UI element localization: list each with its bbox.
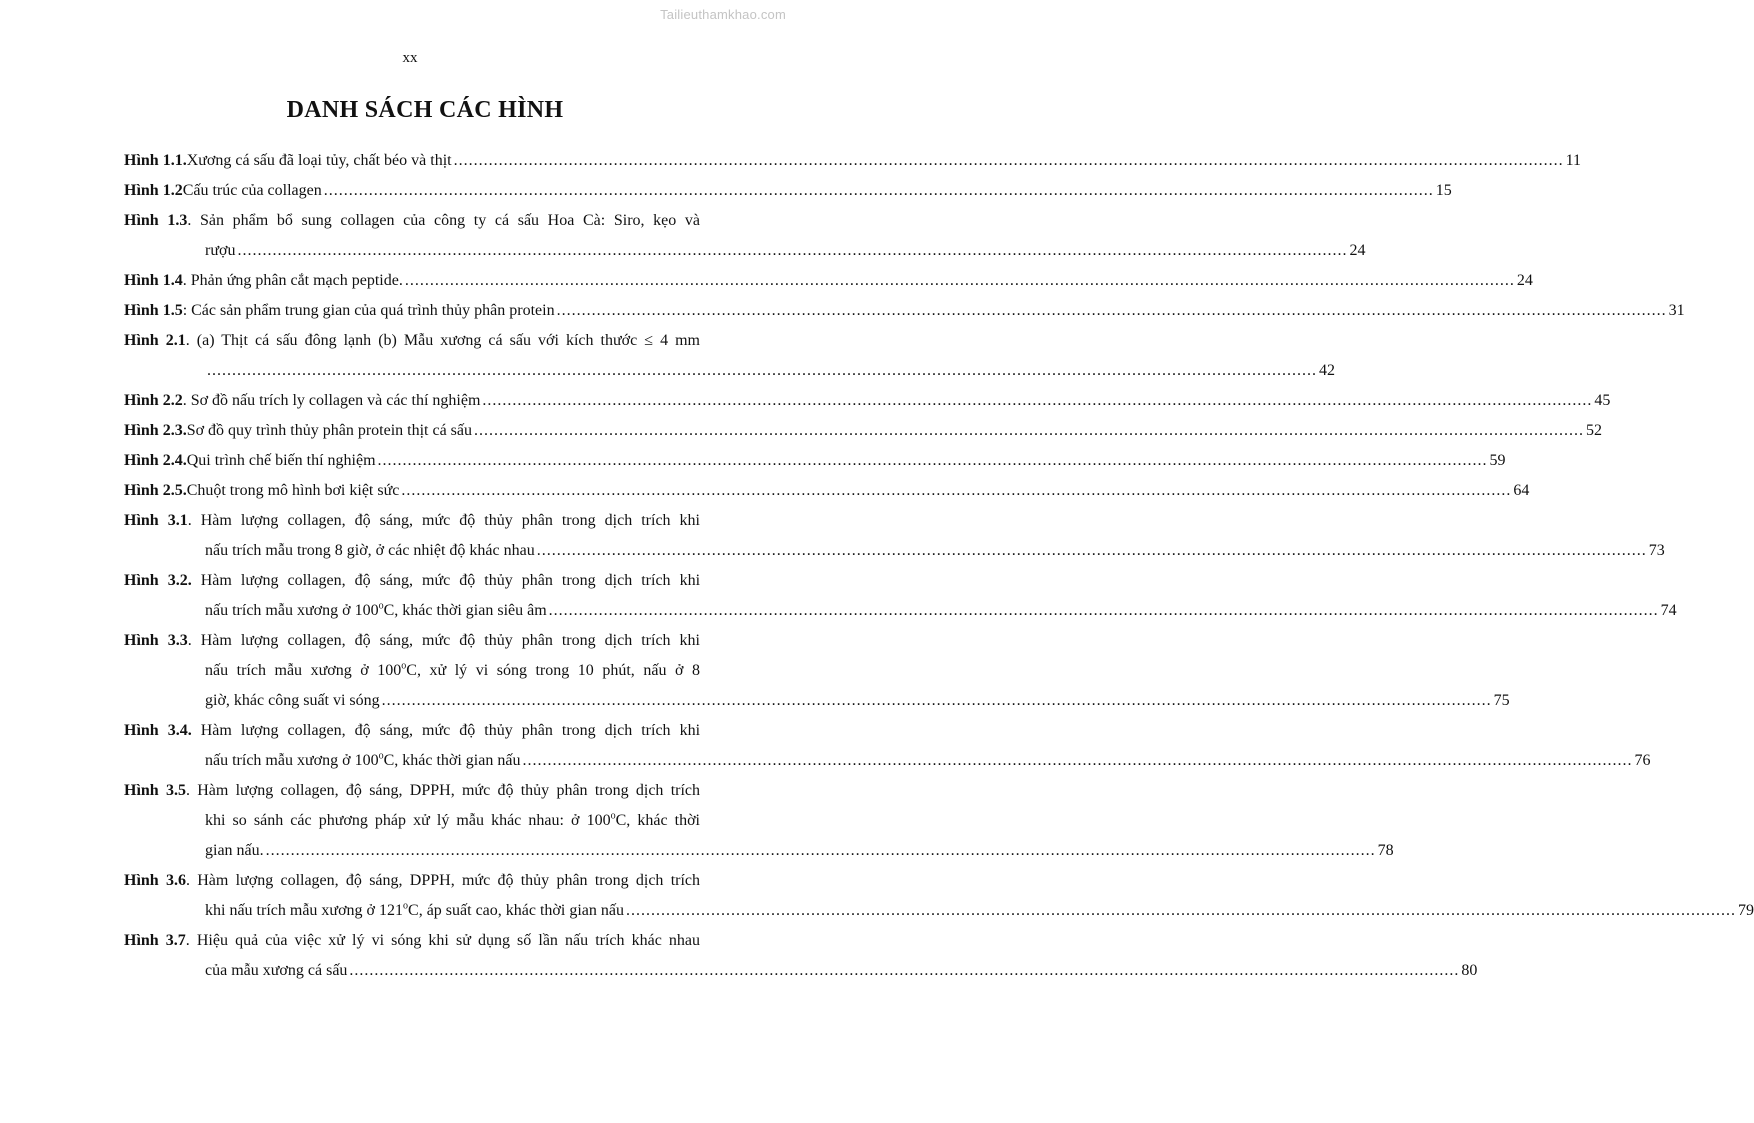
figure-entry-line (124, 506, 700, 536)
figure-entry (124, 476, 1530, 506)
figure-entry-line (124, 176, 1452, 206)
figure-caption: khi so sánh các phương pháp xử lý mẫu khác nhau: ở 100$^o$C, khác thời (205, 810, 700, 829)
figure-label: Hình 3.4. (124, 722, 192, 739)
page-ref: 11 (1565, 152, 1581, 169)
page-ref: 75 (1493, 692, 1510, 709)
figure-entry (124, 386, 1611, 416)
figure-caption: Qui trình chế biến thí nghiệm (186, 452, 376, 469)
page-ref: 73 (1648, 542, 1665, 559)
dot-leader (207, 356, 1317, 386)
figure-caption: rượu (205, 242, 236, 259)
figure-entry (124, 266, 1533, 296)
figure-caption: nấu trích mẫu xương ở 100$^o$C, khác thời gian siêu âm (205, 600, 547, 619)
figure-entry-line (124, 776, 700, 806)
figure-entry-line (124, 716, 700, 746)
figure-entry (124, 206, 1366, 266)
page-ref: 74 (1660, 602, 1677, 619)
figure-caption: nấu trích mẫu trong 8 giờ, ở các nhiệt độ khác nhau (205, 542, 535, 559)
dot-leader (382, 686, 1492, 716)
figure-entry-line (124, 146, 1581, 176)
figure-caption: nấu trích mẫu xương ở 100$^o$C, khác thời gian nấu (205, 750, 521, 769)
figure-entry-line (124, 266, 1533, 296)
page-ref: 59 (1489, 452, 1506, 469)
figure-entry-line (124, 806, 700, 836)
figure-entry-line (124, 536, 1665, 566)
page-ref: 64 (1513, 482, 1530, 499)
dot-leader (266, 836, 1376, 866)
figure-label: Hình 1.4 (124, 272, 183, 289)
figure-caption: . Hiệu quả của việc xử lý vi sóng khi sử dụng số lần nấu trích khác nhau (185, 932, 701, 949)
figure-entry (124, 566, 1677, 626)
figure-entry-line (124, 626, 700, 656)
figure-caption: . Phản ứng phân cắt mạch peptide. (182, 272, 403, 289)
page-ref: 31 (1668, 302, 1685, 319)
dot-leader (349, 956, 1459, 986)
figure-entry (124, 146, 1581, 176)
figure-entry-line (124, 866, 700, 896)
watermark: Tailieuthamkhao.com (660, 7, 786, 22)
dot-leader (454, 146, 1564, 176)
figure-caption: Chuột trong mô hình bơi kiệt sức (186, 482, 400, 499)
dot-leader (549, 596, 1659, 626)
figure-caption: giờ, khác công suất vi sóng (205, 692, 380, 709)
figure-entry (124, 716, 1651, 776)
figure-caption: . Hàm lượng collagen, độ sáng, DPPH, mức độ thủy phân trong dịch trích (185, 782, 701, 799)
figure-caption: gian nấu. (205, 842, 264, 859)
figure-entry-line (124, 236, 1366, 266)
dot-leader (401, 476, 1511, 506)
figure-label: Hình 3.5 (124, 782, 186, 799)
figure-entry (124, 296, 1685, 326)
figure-entry-line (124, 896, 1754, 926)
page-ref: 78 (1377, 842, 1394, 859)
figure-entry (124, 446, 1506, 476)
figure-entry (124, 626, 1510, 716)
dot-leader (557, 296, 1667, 326)
figure-caption: . Hàm lượng collagen, độ sáng, mức độ thủy phân trong dịch trích khi (187, 512, 701, 529)
figure-label: Hình 3.1 (124, 512, 188, 529)
figure-label: Hình 1.2 (124, 182, 183, 199)
figure-label: Hình 1.1. (124, 152, 187, 169)
figure-label: Hình 1.5 (124, 302, 183, 319)
figure-caption: . Sản phẩm bổ sung collagen của công ty cá sấu Hoa Cà: Siro, kẹo và (187, 212, 701, 229)
figure-entry-line (124, 926, 700, 956)
dot-leader (324, 176, 1434, 206)
figure-caption: nấu trích mẫu xương ở 100$^o$C, xử lý vi sóng trong 10 phút, nấu ở 8 (205, 660, 700, 679)
dot-leader (405, 266, 1515, 296)
figure-entry (124, 776, 1394, 866)
dot-leader (522, 746, 1632, 776)
figure-entry (124, 506, 1665, 566)
page-ref: 24 (1349, 242, 1366, 259)
page-ref: 80 (1461, 962, 1478, 979)
figure-label: Hình 2.5. (124, 482, 187, 499)
figure-entry (124, 326, 1335, 386)
figure-caption: Cấu trúc của collagen (182, 182, 322, 199)
dot-leader (378, 446, 1488, 476)
figure-label: Hình 2.1 (124, 332, 186, 349)
figure-entry-line (124, 326, 700, 356)
figure-label: Hình 3.3 (124, 632, 188, 649)
figure-caption: Hàm lượng collagen, độ sáng, mức độ thủy phân trong dịch trích khi (200, 572, 701, 589)
figure-entry-line (124, 836, 1394, 866)
figure-entry-line (124, 566, 700, 596)
figure-caption: Hàm lượng collagen, độ sáng, mức độ thủy phân trong dịch trích khi (200, 722, 701, 739)
page-ref: 24 (1516, 272, 1533, 289)
figure-entry-line (124, 956, 1478, 986)
figure-entry (124, 866, 1754, 926)
figure-entry-line (124, 296, 1685, 326)
figure-entry-line (124, 446, 1506, 476)
figure-entry-line (124, 746, 1651, 776)
page-ref: 42 (1319, 362, 1335, 379)
figure-entry (124, 926, 1478, 986)
figure-label: Hình 3.7 (124, 932, 186, 949)
dot-leader (482, 386, 1592, 416)
page-ref: 52 (1586, 422, 1602, 439)
figure-caption: . Hàm lượng collagen, độ sáng, DPPH, mức độ thủy phân trong dịch trích (185, 872, 701, 889)
dot-leader (626, 896, 1736, 926)
figure-entry (124, 416, 1602, 446)
page-ref: 76 (1634, 752, 1651, 769)
figure-caption: khi nấu trích mẫu xương ở 121$^o$C, áp suất cao, khác thời gian nấu (205, 900, 624, 919)
figure-entry (124, 176, 1452, 206)
figure-label: Hình 3.2. (124, 572, 192, 589)
page-ref: 45 (1594, 392, 1611, 409)
dot-leader (474, 416, 1584, 446)
figure-list (124, 146, 1754, 986)
figure-entry-line (124, 596, 1677, 626)
figure-label: Hình 2.3. (124, 422, 187, 439)
figure-caption: . Sơ đồ nấu trích ly collagen và các thí nghiệm (182, 392, 481, 409)
figure-label: Hình 2.2 (124, 392, 183, 409)
figure-label: Hình 1.3 (124, 212, 188, 229)
figure-caption: của mẫu xương cá sấu (205, 962, 348, 979)
figure-caption: Sơ đồ quy trình thủy phân protein thịt cá sấu (186, 422, 472, 439)
figure-entry-line (124, 686, 1510, 716)
figure-entry-line (124, 356, 1335, 386)
figure-label: Hình 3.6 (124, 872, 186, 889)
figure-caption: . Hàm lượng collagen, độ sáng, mức độ thủy phân trong dịch trích khi (187, 632, 701, 649)
dot-leader (237, 236, 1347, 266)
dot-leader (537, 536, 1647, 566)
page-ref: 15 (1435, 182, 1452, 199)
figure-entry-line (124, 476, 1530, 506)
figure-caption: : Các sản phẩm trung gian của quá trình thủy phân protein (182, 302, 555, 319)
figure-entry-line (124, 206, 700, 236)
figure-caption: Xương cá sấu đã loại tủy, chất béo và thịt (186, 152, 452, 169)
figure-label: Hình 2.4. (124, 452, 187, 469)
figure-entry-line (124, 416, 1602, 446)
figure-caption: . (a) Thịt cá sấu đông lạnh (b) Mẫu xương cá sấu với kích thước ≤ 4 mm (185, 332, 701, 349)
page-number: xx (402, 50, 418, 66)
figure-entry-line (124, 656, 700, 686)
figure-entry-line (124, 386, 1611, 416)
page-title: DANH SÁCH CÁC HÌNH (286, 97, 564, 123)
page-ref: 79 (1737, 902, 1754, 919)
